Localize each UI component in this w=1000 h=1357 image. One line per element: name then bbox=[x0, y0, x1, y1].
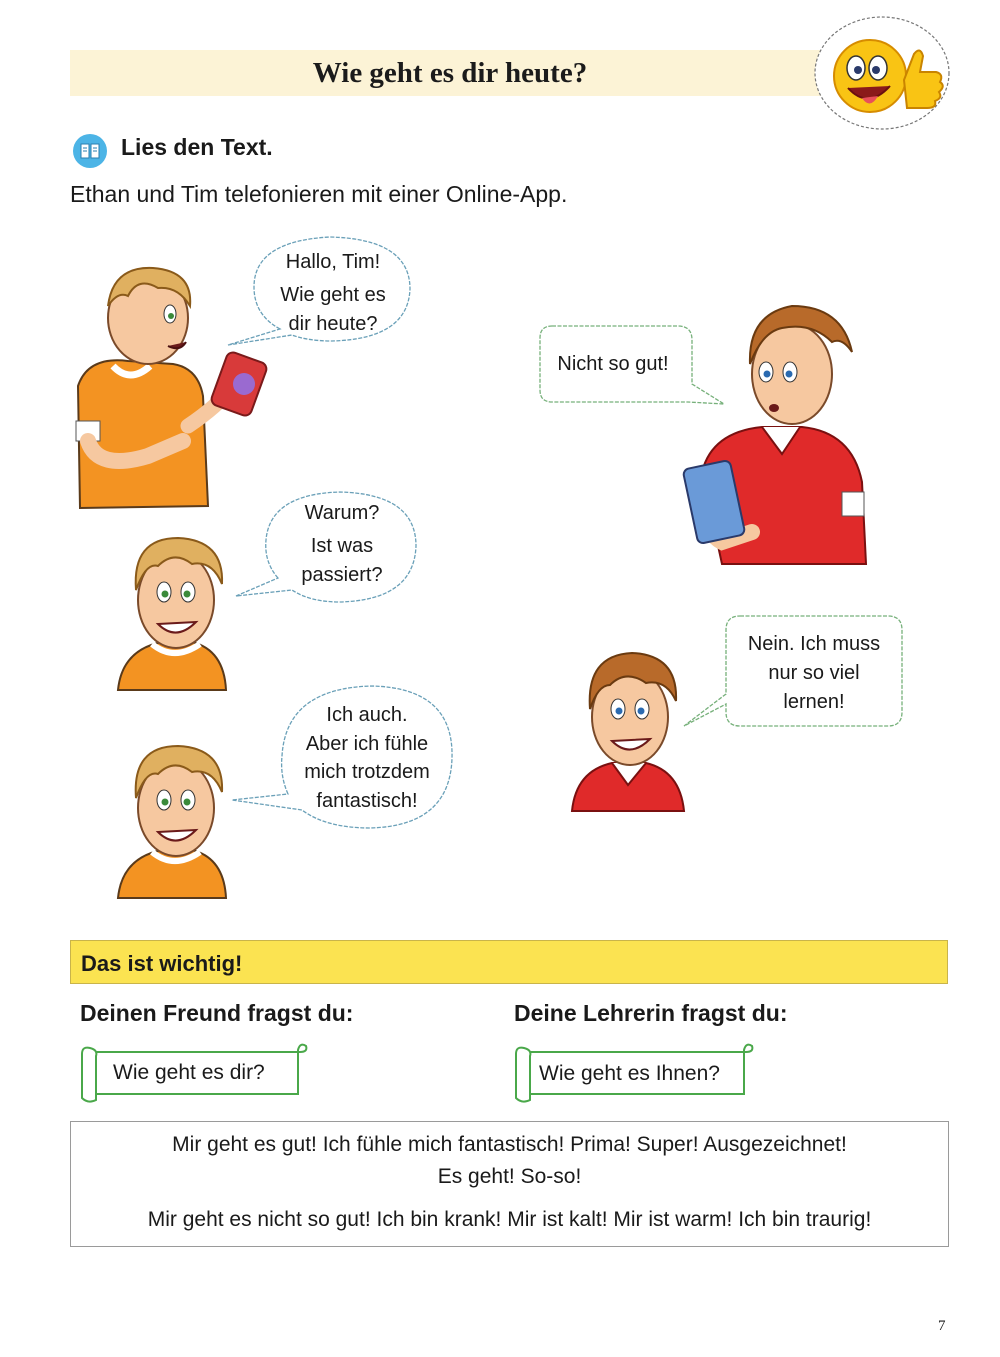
speech-line: Nein. Ich muss bbox=[747, 633, 881, 655]
ethan-head-illustration bbox=[112, 530, 234, 695]
important-banner-label: Das ist wichtig! bbox=[81, 951, 243, 976]
speech-line: mich trotzdem bbox=[304, 761, 430, 783]
ethan-head-illustration bbox=[112, 738, 234, 903]
page-title: Wie geht es dir heute? bbox=[312, 57, 588, 89]
speech-line: lernen! bbox=[783, 691, 845, 713]
section-heading: Lies den Text. bbox=[121, 134, 273, 160]
phrase-line: Mir geht es nicht so gut! Ich bin krank! Mir ist kalt! Mir ist warm! Ich bin traurig! bbox=[147, 1208, 872, 1231]
speech-line: dir heute? bbox=[288, 313, 378, 335]
intro-text: Ethan und Tim telefonieren mit einer Online-App. bbox=[70, 181, 568, 207]
speech-line: fantastisch! bbox=[316, 789, 418, 812]
phrase-line: Mir geht es gut! Ich fühle mich fantastisch! Prima! Super! Ausgezeichnet! bbox=[172, 1133, 847, 1156]
friend-heading: Deinen Freund fragst du: bbox=[80, 1000, 354, 1026]
phrase-line: Es geht! So-so! bbox=[437, 1165, 582, 1188]
page-number: 7 bbox=[938, 1318, 946, 1334]
speech-tim-1 bbox=[540, 350, 686, 379]
speech-line: Hallo, Tim! bbox=[285, 251, 381, 273]
speech-tim-2 bbox=[726, 630, 902, 717]
speech-line: nur so viel bbox=[768, 662, 860, 684]
speech-line: Wie geht es bbox=[280, 284, 386, 306]
teacher-question: Wie geht es Ihnen? bbox=[539, 1062, 720, 1085]
speech-line: Ich auch. bbox=[326, 704, 408, 726]
tim-head-illustration bbox=[568, 645, 688, 815]
speech-ethan-3 bbox=[286, 701, 448, 815]
speech-line: Ist was bbox=[310, 535, 374, 557]
book-icon bbox=[72, 133, 108, 169]
speech-line: passiert? bbox=[301, 564, 383, 586]
speech-line: Warum? bbox=[304, 502, 380, 524]
teacher-heading: Deine Lehrerin fragst du: bbox=[514, 1000, 788, 1026]
speech-line: Aber ich fühle bbox=[305, 732, 429, 755]
speech-ethan-1 bbox=[262, 248, 404, 339]
friend-question: Wie geht es dir? bbox=[113, 1061, 265, 1084]
speech-line: Nicht so gut! bbox=[557, 353, 669, 375]
tim-with-phone-illustration bbox=[682, 292, 872, 567]
thumbs-up-smiley-icon bbox=[812, 14, 952, 132]
speech-ethan-2 bbox=[270, 499, 414, 590]
